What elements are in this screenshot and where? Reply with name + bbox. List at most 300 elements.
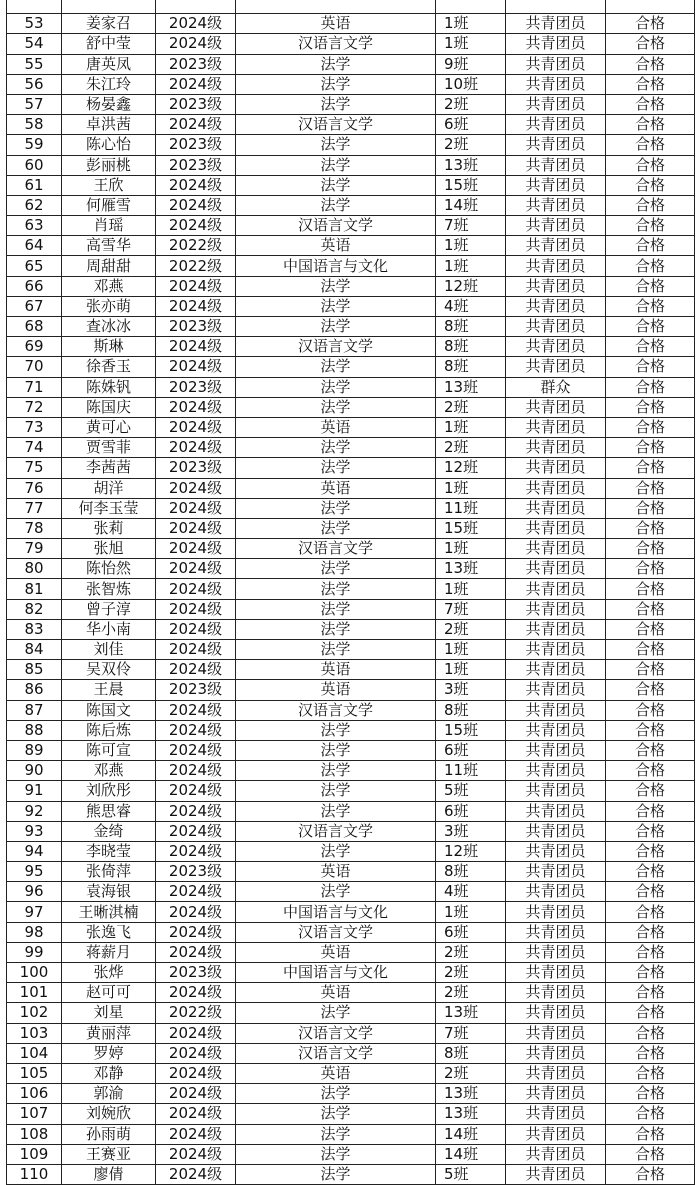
cell-name: 金绮 — [62, 821, 156, 841]
cell-number: 78 — [7, 518, 62, 538]
cell-number: 89 — [7, 740, 62, 760]
cell-number: 110 — [7, 1164, 62, 1184]
cell-name: 张逸飞 — [62, 922, 156, 942]
cell-political-status: 共青团员 — [506, 680, 606, 700]
cell-name: 赵可可 — [62, 983, 156, 1003]
cell-political-status: 共青团员 — [506, 963, 606, 983]
cell-political-status: 共青团员 — [506, 135, 606, 155]
cell-number: 53 — [7, 14, 62, 34]
cell-political-status: 共青团员 — [506, 983, 606, 1003]
cell-result: 合格 — [606, 599, 695, 619]
cell-number: 68 — [7, 317, 62, 337]
cell-grade: 2024级 — [156, 882, 236, 902]
cell-grade: 2024级 — [156, 761, 236, 781]
cell-class: 8班 — [436, 1043, 506, 1063]
cell-class: 5班 — [436, 781, 506, 801]
cell-political-status: 共青团员 — [506, 417, 606, 437]
cell-class: 1班 — [436, 660, 506, 680]
cell-political-status: 共青团员 — [506, 862, 606, 882]
cell-name: 王晨 — [62, 680, 156, 700]
cell-name — [62, 0, 156, 14]
cell-grade: 2024级 — [156, 599, 236, 619]
cell-class: 1班 — [436, 417, 506, 437]
cell-political-status: 共青团员 — [506, 700, 606, 720]
cell-name: 何李玉莹 — [62, 498, 156, 518]
cell-result: 合格 — [606, 579, 695, 599]
table-row — [7, 0, 695, 14]
table-row — [7, 882, 695, 902]
cell-class: 13班 — [436, 377, 506, 397]
cell-number: 71 — [7, 377, 62, 397]
cell-class: 1班 — [436, 256, 506, 276]
cell-result: 合格 — [606, 276, 695, 296]
cell-grade: 2024级 — [156, 922, 236, 942]
cell-grade: 2024级 — [156, 942, 236, 962]
cell-major: 英语 — [236, 1063, 436, 1083]
cell-major: 法学 — [236, 357, 436, 377]
cell-number: 90 — [7, 761, 62, 781]
cell-class: 6班 — [436, 801, 506, 821]
cell-result: 合格 — [606, 14, 695, 34]
cell-political-status: 共青团员 — [506, 458, 606, 478]
cell-class: 1班 — [436, 34, 506, 54]
cell-major: 汉语言文学 — [236, 216, 436, 236]
cell-result: 合格 — [606, 841, 695, 861]
cell-name: 华小南 — [62, 619, 156, 639]
table-row — [7, 680, 695, 700]
cell-result: 合格 — [606, 1104, 695, 1124]
cell-major: 法学 — [236, 720, 436, 740]
cell-major: 法学 — [236, 296, 436, 316]
table-row — [7, 1104, 695, 1124]
table-row — [7, 942, 695, 962]
cell-political-status: 共青团员 — [506, 155, 606, 175]
cell-grade: 2024级 — [156, 781, 236, 801]
cell-major: 汉语言文学 — [236, 539, 436, 559]
cell-result: 合格 — [606, 1084, 695, 1104]
cell-number: 96 — [7, 882, 62, 902]
cell-grade: 2024级 — [156, 518, 236, 538]
cell-class: 1班 — [436, 236, 506, 256]
table-row — [7, 478, 695, 498]
cell-political-status: 共青团员 — [506, 14, 606, 34]
cell-grade: 2024级 — [156, 640, 236, 660]
cell-result: 合格 — [606, 377, 695, 397]
cell-class: 2班 — [436, 94, 506, 114]
cell-number: 83 — [7, 619, 62, 639]
cell-major: 英语 — [236, 862, 436, 882]
cell-name: 陈国庆 — [62, 397, 156, 417]
cell-name: 罗婷 — [62, 1043, 156, 1063]
cell-political-status: 共青团员 — [506, 337, 606, 357]
table-row — [7, 559, 695, 579]
cell-name: 胡洋 — [62, 478, 156, 498]
cell-number: 59 — [7, 135, 62, 155]
table-row — [7, 963, 695, 983]
cell-name: 刘星 — [62, 1003, 156, 1023]
cell-number: 108 — [7, 1124, 62, 1144]
cell-number: 66 — [7, 276, 62, 296]
cell-class: 1班 — [436, 14, 506, 34]
table-row — [7, 821, 695, 841]
cell-major: 法学 — [236, 1144, 436, 1164]
cell-major: 汉语言文学 — [236, 1023, 436, 1043]
cell-name: 王晰淇楠 — [62, 902, 156, 922]
table-row — [7, 1164, 695, 1184]
cell-class: 1班 — [436, 640, 506, 660]
cell-major: 中国语言与文化 — [236, 902, 436, 922]
cell-grade: 2024级 — [156, 1144, 236, 1164]
cell-number: 61 — [7, 175, 62, 195]
cell-result: 合格 — [606, 640, 695, 660]
cell-name: 肖瑶 — [62, 216, 156, 236]
table-row — [7, 296, 695, 316]
cell-number: 72 — [7, 397, 62, 417]
cell-major: 法学 — [236, 1084, 436, 1104]
cell-political-status: 共青团员 — [506, 175, 606, 195]
cell-grade: 2024级 — [156, 498, 236, 518]
cell-name: 姜家召 — [62, 14, 156, 34]
cell-grade: 2024级 — [156, 195, 236, 215]
cell-class: 13班 — [436, 155, 506, 175]
cell-political-status: 共青团员 — [506, 902, 606, 922]
cell-name: 蒋薪月 — [62, 942, 156, 962]
table-row — [7, 619, 695, 639]
cell-grade: 2024级 — [156, 700, 236, 720]
table-row — [7, 155, 695, 175]
table-row — [7, 216, 695, 236]
cell-major: 英语 — [236, 478, 436, 498]
table-row — [7, 74, 695, 94]
cell-class: 6班 — [436, 115, 506, 135]
table-row — [7, 317, 695, 337]
cell-class: 4班 — [436, 882, 506, 902]
cell-political-status: 共青团员 — [506, 761, 606, 781]
cell-result: 合格 — [606, 74, 695, 94]
cell-result: 合格 — [606, 518, 695, 538]
cell-major: 英语 — [236, 14, 436, 34]
cell-class: 12班 — [436, 276, 506, 296]
cell-name: 孙雨萌 — [62, 1124, 156, 1144]
cell-result: 合格 — [606, 135, 695, 155]
cell-class: 1班 — [436, 902, 506, 922]
cell-result: 合格 — [606, 660, 695, 680]
cell-number: 57 — [7, 94, 62, 114]
cell-number: 56 — [7, 74, 62, 94]
cell-result: 合格 — [606, 1164, 695, 1184]
cell-name: 张莉 — [62, 518, 156, 538]
table-row — [7, 539, 695, 559]
table-row — [7, 841, 695, 861]
cell-result: 合格 — [606, 115, 695, 135]
cell-result: 合格 — [606, 902, 695, 922]
cell-class: 9班 — [436, 54, 506, 74]
cell-grade: 2024级 — [156, 579, 236, 599]
cell-grade: 2024级 — [156, 841, 236, 861]
cell-result: 合格 — [606, 438, 695, 458]
cell-result: 合格 — [606, 498, 695, 518]
cell-number: 100 — [7, 963, 62, 983]
cell-name: 邓燕 — [62, 276, 156, 296]
table-row — [7, 357, 695, 377]
cell-grade: 2024级 — [156, 417, 236, 437]
cell-major: 汉语言文学 — [236, 922, 436, 942]
cell-name: 邓静 — [62, 1063, 156, 1083]
cell-name: 曾子淳 — [62, 599, 156, 619]
cell-name: 唐英凤 — [62, 54, 156, 74]
cell-major: 法学 — [236, 74, 436, 94]
cell-name: 贾雪菲 — [62, 438, 156, 458]
cell-major: 法学 — [236, 397, 436, 417]
cell-major: 汉语言文学 — [236, 34, 436, 54]
cell-major: 法学 — [236, 740, 436, 760]
table-row — [7, 1144, 695, 1164]
cell-political-status: 共青团员 — [506, 1144, 606, 1164]
cell-class: 6班 — [436, 740, 506, 760]
cell-result: 合格 — [606, 862, 695, 882]
cell-major: 英语 — [236, 660, 436, 680]
cell-grade: 2023级 — [156, 94, 236, 114]
cell-number: 106 — [7, 1084, 62, 1104]
cell-number: 105 — [7, 1063, 62, 1083]
cell-political-status: 共青团员 — [506, 94, 606, 114]
cell-major: 法学 — [236, 1164, 436, 1184]
cell-class: 1班 — [436, 579, 506, 599]
cell-class: 15班 — [436, 518, 506, 538]
table-row — [7, 276, 695, 296]
cell-grade: 2024级 — [156, 619, 236, 639]
cell-result: 合格 — [606, 740, 695, 760]
cell-number: 101 — [7, 983, 62, 1003]
cell-number: 77 — [7, 498, 62, 518]
cell-grade: 2024级 — [156, 1104, 236, 1124]
cell-number: 75 — [7, 458, 62, 478]
cell-political-status: 共青团员 — [506, 1124, 606, 1144]
cell-class: 15班 — [436, 175, 506, 195]
cell-political-status: 共青团员 — [506, 1063, 606, 1083]
cell-class: 13班 — [436, 1104, 506, 1124]
cell-major: 法学 — [236, 317, 436, 337]
cell-major: 法学 — [236, 276, 436, 296]
cell-number: 84 — [7, 640, 62, 660]
cell-number: 67 — [7, 296, 62, 316]
cell-name: 徐香玉 — [62, 357, 156, 377]
cell-major: 法学 — [236, 559, 436, 579]
cell-grade: 2024级 — [156, 1164, 236, 1184]
cell-name: 王赛亚 — [62, 1144, 156, 1164]
cell-number: 82 — [7, 599, 62, 619]
cell-number: 99 — [7, 942, 62, 962]
cell-class: 13班 — [436, 559, 506, 579]
cell-class: 7班 — [436, 599, 506, 619]
cell-name: 张旭 — [62, 539, 156, 559]
table-row — [7, 14, 695, 34]
cell-class: 1班 — [436, 539, 506, 559]
cell-result: 合格 — [606, 1144, 695, 1164]
cell-major: 汉语言文学 — [236, 1043, 436, 1063]
cell-name: 黄可心 — [62, 417, 156, 437]
cell-class: 7班 — [436, 1023, 506, 1043]
cell-class: 10班 — [436, 74, 506, 94]
cell-name: 张亦萌 — [62, 296, 156, 316]
table-row — [7, 862, 695, 882]
cell-major — [236, 0, 436, 14]
table-row — [7, 115, 695, 135]
table-row — [7, 1124, 695, 1144]
cell-name: 邓燕 — [62, 761, 156, 781]
cell-number: 55 — [7, 54, 62, 74]
table-row — [7, 195, 695, 215]
cell-political-status: 共青团员 — [506, 942, 606, 962]
table-row — [7, 720, 695, 740]
cell-political-status: 共青团员 — [506, 599, 606, 619]
cell-political-status: 共青团员 — [506, 34, 606, 54]
cell-grade: 2024级 — [156, 115, 236, 135]
cell-class: 2班 — [436, 983, 506, 1003]
cell-political-status: 共青团员 — [506, 720, 606, 740]
cell-name: 周甜甜 — [62, 256, 156, 276]
cell-major: 法学 — [236, 377, 436, 397]
cell-number: 62 — [7, 195, 62, 215]
cell-name: 李晓莹 — [62, 841, 156, 861]
table-row — [7, 640, 695, 660]
cell-grade: 2023级 — [156, 377, 236, 397]
table-row — [7, 761, 695, 781]
table-row — [7, 377, 695, 397]
cell-class: 6班 — [436, 922, 506, 942]
cell-name: 彭丽桃 — [62, 155, 156, 175]
cell-major: 英语 — [236, 680, 436, 700]
cell-number: 70 — [7, 357, 62, 377]
cell-result: 合格 — [606, 256, 695, 276]
cell-name: 查冰冰 — [62, 317, 156, 337]
cell-class: 15班 — [436, 720, 506, 740]
cell-grade: 2023级 — [156, 862, 236, 882]
cell-result: 合格 — [606, 761, 695, 781]
cell-grade: 2024级 — [156, 559, 236, 579]
cell-major: 法学 — [236, 579, 436, 599]
table-row — [7, 902, 695, 922]
cell-result: 合格 — [606, 216, 695, 236]
cell-number: 87 — [7, 700, 62, 720]
cell-name: 刘婉欣 — [62, 1104, 156, 1124]
cell-grade: 2024级 — [156, 660, 236, 680]
cell-major: 法学 — [236, 781, 436, 801]
cell-grade: 2024级 — [156, 438, 236, 458]
cell-name: 陈国文 — [62, 700, 156, 720]
cell-major: 英语 — [236, 942, 436, 962]
cell-result: 合格 — [606, 1043, 695, 1063]
cell-number: 109 — [7, 1144, 62, 1164]
table-row — [7, 660, 695, 680]
cell-class: 13班 — [436, 1084, 506, 1104]
cell-major: 法学 — [236, 175, 436, 195]
cell-major: 汉语言文学 — [236, 337, 436, 357]
cell-grade: 2024级 — [156, 276, 236, 296]
cell-name: 王欣 — [62, 175, 156, 195]
table-row — [7, 34, 695, 54]
cell-major: 英语 — [236, 983, 436, 1003]
cell-class: 8班 — [436, 862, 506, 882]
cell-class: 2班 — [436, 942, 506, 962]
cell-grade: 2024级 — [156, 801, 236, 821]
cell-grade — [156, 0, 236, 14]
cell-major: 法学 — [236, 761, 436, 781]
cell-class: 14班 — [436, 1144, 506, 1164]
cell-grade: 2024级 — [156, 357, 236, 377]
table-row — [7, 397, 695, 417]
cell-result: 合格 — [606, 801, 695, 821]
table-row — [7, 94, 695, 114]
cell-class: 2班 — [436, 397, 506, 417]
cell-number: 73 — [7, 417, 62, 437]
cell-political-status: 共青团员 — [506, 1104, 606, 1124]
cell-class: 4班 — [436, 296, 506, 316]
cell-class: 8班 — [436, 317, 506, 337]
cell-political-status: 共青团员 — [506, 518, 606, 538]
cell-number: 58 — [7, 115, 62, 135]
cell-number: 95 — [7, 862, 62, 882]
table-row — [7, 498, 695, 518]
cell-number: 97 — [7, 902, 62, 922]
cell-political-status: 共青团员 — [506, 397, 606, 417]
cell-political-status: 共青团员 — [506, 256, 606, 276]
cell-political-status: 共青团员 — [506, 801, 606, 821]
cell-political-status: 共青团员 — [506, 821, 606, 841]
cell-number: 64 — [7, 236, 62, 256]
cell-name: 陈后炼 — [62, 720, 156, 740]
table-row — [7, 337, 695, 357]
cell-result: 合格 — [606, 559, 695, 579]
cell-name: 刘欣彤 — [62, 781, 156, 801]
cell-grade: 2023级 — [156, 458, 236, 478]
cell-political-status: 共青团员 — [506, 740, 606, 760]
table-row — [7, 1084, 695, 1104]
cell-number: 92 — [7, 801, 62, 821]
cell-grade: 2024级 — [156, 539, 236, 559]
cell-major: 法学 — [236, 195, 436, 215]
table-row — [7, 579, 695, 599]
cell-name: 熊思睿 — [62, 801, 156, 821]
cell-grade: 2024级 — [156, 34, 236, 54]
cell-number: 74 — [7, 438, 62, 458]
cell-political-status: 共青团员 — [506, 357, 606, 377]
cell-class: 7班 — [436, 216, 506, 236]
cell-grade: 2024级 — [156, 478, 236, 498]
cell-result: 合格 — [606, 337, 695, 357]
cell-name: 张智炼 — [62, 579, 156, 599]
table-row — [7, 458, 695, 478]
cell-class: 8班 — [436, 700, 506, 720]
cell-class: 5班 — [436, 1164, 506, 1184]
cell-number: 103 — [7, 1023, 62, 1043]
cell-political-status: 共青团员 — [506, 559, 606, 579]
cell-political-status: 共青团员 — [506, 296, 606, 316]
cell-number: 80 — [7, 559, 62, 579]
cell-political-status: 共青团员 — [506, 236, 606, 256]
cell-grade: 2024级 — [156, 296, 236, 316]
cell-name: 斯琳 — [62, 337, 156, 357]
cell-result: 合格 — [606, 478, 695, 498]
cell-number: 94 — [7, 841, 62, 861]
cell-class: 12班 — [436, 841, 506, 861]
cell-grade: 2024级 — [156, 821, 236, 841]
table-row — [7, 135, 695, 155]
cell-name: 黄丽萍 — [62, 1023, 156, 1043]
table-row — [7, 518, 695, 538]
cell-grade: 2023级 — [156, 963, 236, 983]
cell-result: 合格 — [606, 781, 695, 801]
